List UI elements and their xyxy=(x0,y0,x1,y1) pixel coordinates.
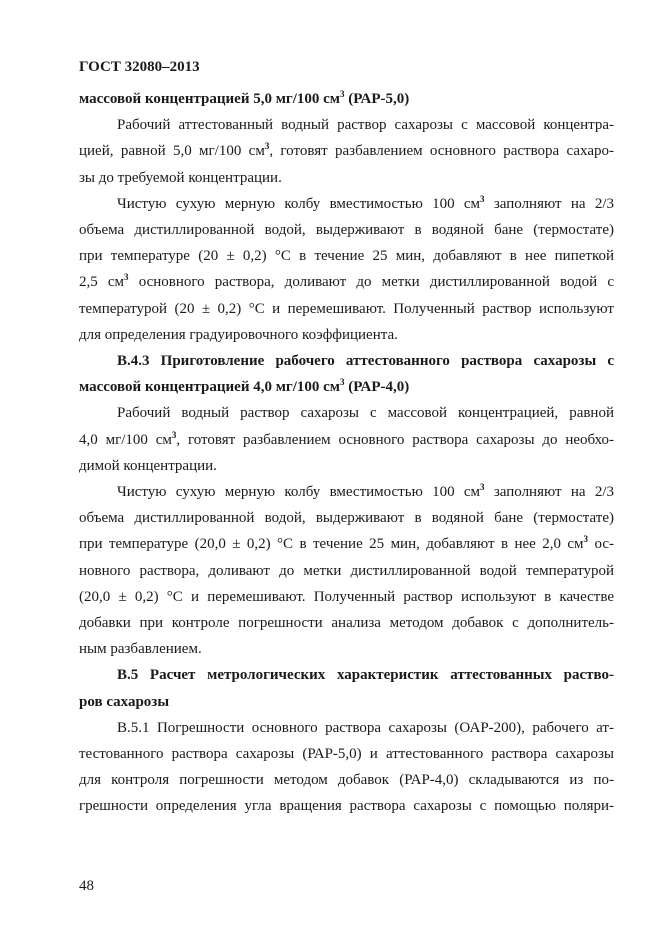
text-line: добавки при контроле погрешности анализа методом добавок с дополнитель- xyxy=(79,615,614,632)
section-heading-continued xyxy=(79,86,614,112)
text-line: тестованного раствора сахарозы (РАР-5,0) и аттестованного раствора сахарозы xyxy=(79,746,614,763)
document-body xyxy=(79,86,614,820)
section-heading-b43 xyxy=(79,348,614,400)
text-line: димой концентрации. xyxy=(79,457,217,474)
text-line: массовой концентрацией 5,0 мг/100 $см^3$ (РАР-5,0) xyxy=(79,89,410,107)
document-header: ГОСТ 32080–2013 xyxy=(79,59,200,75)
text-line: Чистую сухую мерную колбу вместимостью 100 $см^3$ заполняют на 2/3 xyxy=(117,482,615,501)
section-heading-b5 xyxy=(79,662,614,714)
text-line: 2,5 $см^3$ основного раствора, доливают до метки дистиллированной водой с xyxy=(79,272,614,291)
text-line: Чистую сухую мерную колбу вместимостью 100 $см^3$ заполняют на 2/3 xyxy=(117,193,615,212)
text-line: В.5.1 Погрешности основного раствора сахарозы (ОАР-200), рабочего ат- xyxy=(117,719,614,736)
page-number: 48 xyxy=(79,878,94,894)
paragraph-flask-1 xyxy=(79,191,614,348)
text-line: объема дистиллированной водой, выдерживают в водяной бане (термостате) xyxy=(79,222,614,239)
text-line: температурой (20 ± 0,2) °С и перемешивают. Полученный раствор используют xyxy=(79,300,614,317)
text-line: цией, равной 5,0 мг/100 $см^3$, готовят разбавлением основного раствора сахаро- xyxy=(79,141,614,160)
paragraph-rar-5 xyxy=(79,112,614,191)
text-line: В.4.3 Приготовление рабочего аттестованного раствора сахарозы с xyxy=(117,353,614,370)
text-line: при температуре (20 ± 0,2) °С в течение 25 мин, добавляют в нее пипеткой xyxy=(79,248,614,265)
text-line: Рабочий водный раствор сахарозы с массовой концентрацией, равной xyxy=(117,405,614,422)
text-line: грешности определения угла вращения раствора сахарозы с помощью поляри- xyxy=(79,798,614,815)
text-line: массовой концентрацией 4,0 мг/100 $см^3$ (РАР-4,0) xyxy=(79,377,410,396)
text-line: ным разбавлением. xyxy=(79,641,202,658)
text-line: Рабочий аттестованный водный раствор сахарозы с массовой концентра- xyxy=(117,117,614,134)
text-line: 4,0 мг/100 $см^3$, готовят разбавлением основного раствора сахарозы до необхо- xyxy=(79,429,614,448)
text-line: зы до требуемой концентрации. xyxy=(79,169,282,186)
paragraph-b51 xyxy=(79,715,614,820)
text-line: для контроля погрешности методом добавок (РАР-4,0) складываются из по- xyxy=(79,772,614,789)
text-line: В.5 Расчет метрологических характеристик аттестованных раство- xyxy=(117,667,614,684)
text-line: для определения градуировочного коэффициента. xyxy=(79,326,398,343)
text-line: новного раствора, доливают до метки дистиллированной водой температурой xyxy=(79,562,614,579)
text-line: ров сахарозы xyxy=(79,693,170,710)
text-line: объема дистиллированной водой, выдерживают в водяной бане (термостате) xyxy=(79,510,614,527)
paragraph-flask-2 xyxy=(79,479,614,662)
text-line: (20,0 ± 0,2) °С и перемешивают. Полученный раствор используют в качестве xyxy=(79,588,614,605)
text-line: при температуре (20,0 ± 0,2) °С в течение 25 мин, добавляют в нее 2,0 $см^3$ ос- xyxy=(79,534,614,553)
paragraph-rar-4 xyxy=(79,400,614,479)
